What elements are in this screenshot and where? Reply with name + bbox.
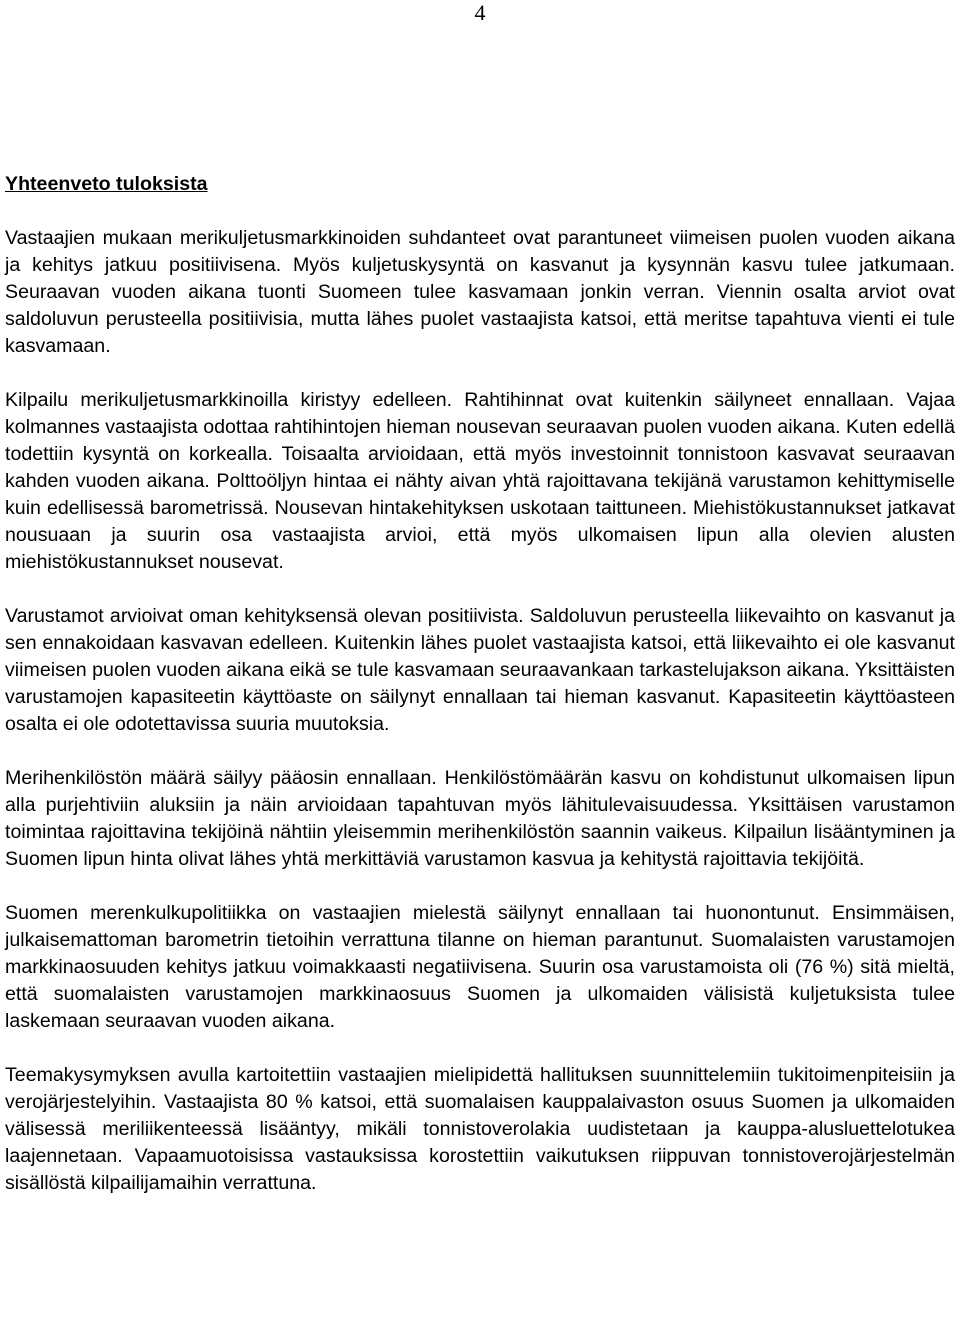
paragraph-competition-prices: Kilpailu merikuljetusmarkkinoilla kiristyy edelleen. Rahtihinnat ovat kuitenkin säilyneet ennallaan. Vajaa kolmannes vastaajista odottaa rahtihintojen hieman nousevan seuraavan puolen vuoden aikana. Kuten edellä todettiin kysyntä on korkealla. Toisaalta arvioidaan, että myös investoinnit tonnistoon kasvavat seuraavan kahden vuoden aikana. Polttoöljyn hintaa ei nähty aivan yhtä rajoittavana tekijänä varustamon kehittymiselle kuin edellisessä barometrissä. Nousevan hintakehityksen uskotaan taittuneen. Miehistökustannukset jatkavat nousuaan ja suurin osa vastaajista arvioi, että myös ulkomaisen lipun alla olevien alusten miehistökustannukset nousevat. (5, 389, 955, 573)
paragraph-maritime-policy: Suomen merenkulkupolitiikka on vastaajien mielestä säilynyt ennallaan tai huonontunut. Ensimmäisen, julkaisemattoman barometrin tietoihin verrattuna tilanne on hieman parantunut. Suomalaisten varustamojen markkinaosuuden kehitys jatkuu voimakkaasti negatiivisena. Suurin osa varustamoista oli (76 %) sitä mieltä, että suomalaisten varustamojen markkinaosuus Suomen ja ulkomaiden välisistä kuljetuksista tulee laskemaan seuraavan vuoden aikana. (5, 902, 955, 1032)
paragraph-market-outlook: Vastaajien mukaan merikuljetusmarkkinoiden suhdanteet ovat parantuneet viimeisen puolen vuoden aikana ja kehitys jatkuu positiivisena. Myös kuljetuskysyntä on kasvanut ja kysynnän kasvu tulee jatkumaan. Seuraavan vuoden aikana tuonti Suomeen tulee kasvamaan jonkin verran. Viennin osalta arviot ovat saldoluvun perusteella positiivisia, mutta lähes puolet vastaajista katsoi, että meritse tapahtuva vienti ei tule kasvamaan. (5, 227, 955, 357)
paragraph-theme-question: Teemakysymyksen avulla kartoitettiin vastaajien mielipidettä hallituksen suunnittelemiin tukitoimenpiteisiin ja verojärjestelyihin. Vastaajista 80 % katsoi, että suomalaisen kauppalaivaston osuus Suomen ja ulkomaiden välisessä meriliikenteessä lisääntyy, mikäli tonnistoverolakia uudistetaan ja kauppa-alusluettelotukea laajennetaan. Vapaamuotoisissa vastauksissa korostettiin vaikutuksen riippuvan tonnistoverojärjestelmän sisällöstä kilpailijamaihin verrattuna. (5, 1064, 955, 1194)
page-number: 4 (474, 0, 486, 25)
section-heading: Yhteenveto tuloksista (5, 173, 208, 195)
document-body (5, 171, 955, 1224)
paragraph-shipowner-development: Varustamot arvioivat oman kehityksensä olevan positiivista. Saldoluvun perusteella liikevaihto on kasvanut ja sen ennakoidaan kasvavan edelleen. Kuitenkin lähes puolet vastaajista katsoi, että liikevaihto ei ole kasvanut viimeisen puolen vuoden aikana eikä se tule kasvamaan seuraavankaan tarkastelujakson aikana. Yksittäisten varustamojen kapasiteetin käyttöaste on säilynyt ennallaan tai hieman kasvanut. Kapasiteetin käyttöasteen osalta ei ole odotettavissa suuria muutoksia. (5, 605, 955, 735)
paragraph-crew: Merihenkilöstön määrä säilyy pääosin ennallaan. Henkilöstömäärän kasvu on kohdistunut ulkomaisen lipun alla purjehtiviin aluksiin ja näin arvioidaan tapahtuvan myös lähitulevaisuudessa. Yksittäisen varustamon toimintaa rajoittavina tekijöinä nähtiin yleisemmin merihenkilöstön saannin vaikeus. Kilpailun lisääntyminen ja Suomen lipun hinta olivat lähes yhtä merkittäviä varustamon kasvua ja kehitystä rajoittavia tekijöitä. (5, 767, 955, 870)
